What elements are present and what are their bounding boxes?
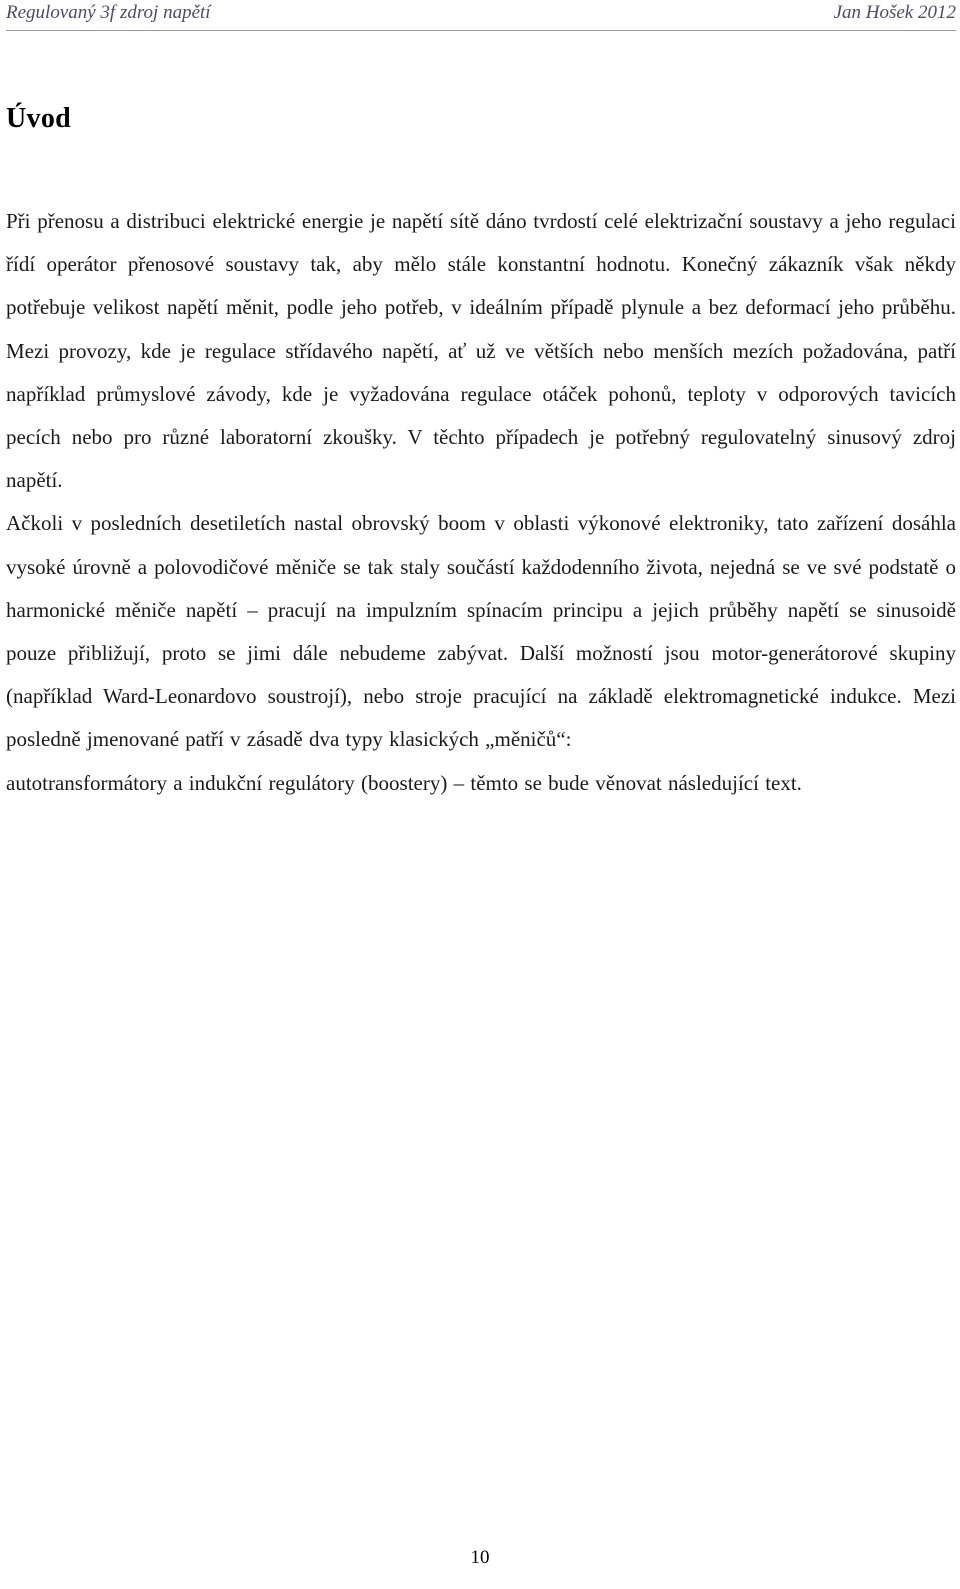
paragraph-conclusion: autotransformátory a indukční regulátory (boostery) – těmto se bude věnovat následující text. (6, 770, 802, 795)
header-author-year: Jan Hošek 2012 (833, 2, 956, 23)
header-document-title: Regulovaný 3f zdroj napětí (6, 2, 211, 23)
page-number: 10 (470, 1547, 490, 1568)
paragraph-power-electronics: Ačkoli v posledních desetiletích nastal obrovský boom v oblasti výkonové elektroniky, tato zařízení dosáhla vysoké úrovně a polovodičové měniče se tak staly součástí každodenního života, nejedná se ve své podstatě o harmonické měniče napětí – pracují na impulzním spínacím principu a jejich průběhy napětí se sinusoidě pouze přibližují, proto se jimi dále nebudeme zabývat. Další možností jsou motor-generátorové skupiny (například Ward-Leonardovo soustrojí), nebo stroje pracující na základě elektromagnetické indukce. Mezi posledně jmenované patří v zásadě dva typy klasických „měničů“: (6, 511, 956, 752)
page-header (6, 0, 956, 31)
body-text (6, 200, 956, 805)
section-heading: Úvod (6, 103, 71, 134)
paragraph-intro: Při přenosu a distribuci elektrické energie je napětí sítě dáno tvrdostí celé elektrizační soustavy a jeho regulaci řídí operátor přenosové soustavy tak, aby mělo stále konstantní hodnotu. Konečný zákazník však někdy potřebuje velikost napětí měnit, podle jeho potřeb, v ideálním případě plynule a bez deformací jeho průběhu. Mezi provozy, kde je regulace střídavého napětí, ať už ve větších nebo menších mezích požadována, patří například průmyslové závody, kde je vyžadována regulace otáček pohonů, teploty v odporových tavicích pecích nebo pro různé laboratorní zkoušky. V těchto případech je potřebný regulovatelný sinusový zdroj napětí. (6, 209, 956, 493)
